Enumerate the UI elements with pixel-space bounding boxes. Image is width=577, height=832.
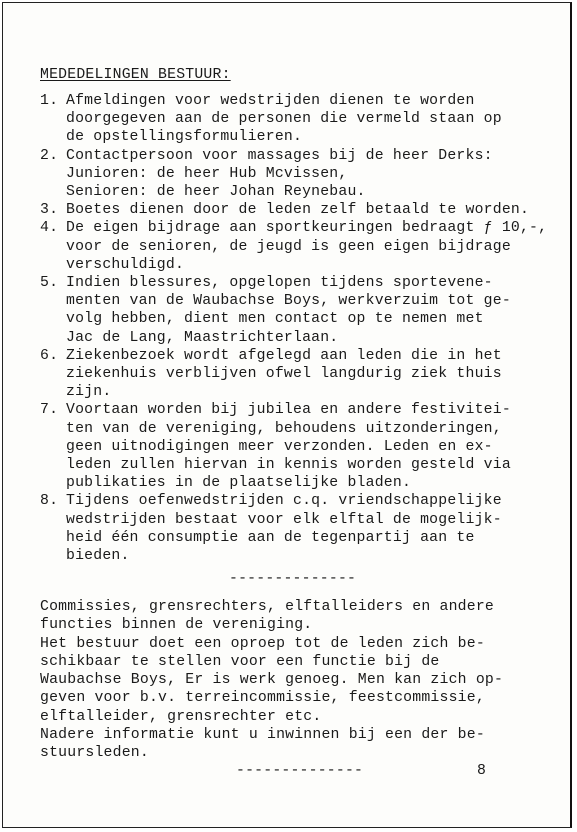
announcement-list [40,92,570,565]
list-item [40,201,570,219]
item-number: 2. [40,147,59,164]
item-text: Indien blessures, opgelopen tijdens sportevene- menten van de Waubachse Boys, werkverzuim tot ge- volg hebben, dient men contact op te nemen met Jac de Lang, Maastrichterlaan. [66,275,511,346]
list-item [40,347,570,402]
item-number: 1. [40,93,59,109]
committee-paragraph: Commissies, grensrechters, elftalleiders en andere functies binnen de vereniging. Het bestuur doet een oproep tot de leden zich be- schikbaar te stellen voor een functie bij de Waubachse Boys, Er is werk genoeg. Men kan zich op- geven voor b.v. terreincommissie, feestcommissie, elftalleider, grensrechter etc. Nadere informatie kunt u inwinnen bij een der be- stuursleden. [40,599,504,762]
item-text: Voortaan worden bij jubilea en andere festivitei- ten van de vereniging, behoudens uitzonderingen, geen uitnodigingen meer verzonden. Leden en ex- leden zullen hiervan in kennis worden gesteld via publikaties in de plaatselijke bladen. [66,402,511,492]
item-text: Contactpersoon voor massages bij de heer Derks: Junioren: de heer Hub Mcvissen, Senioren: de heer Johan Reynebau. [66,147,493,201]
item-number: 8. [40,493,59,510]
list-item [40,219,570,274]
item-number: 7. [40,402,59,419]
section-heading: MEDEDELINGEN BESTUUR: [40,67,231,83]
list-item [40,92,570,147]
item-number: 6. [40,347,59,364]
list-item [40,492,570,565]
section-divider: -------------- [229,571,357,587]
footer-divider: -------------- [236,763,364,779]
item-text: Boetes dienen door de leden zelf betaald te worden. [66,202,530,219]
list-item [40,147,570,202]
item-number: 3. [40,202,59,219]
item-text: Afmeldingen voor wedstrijden dienen te worden doorgegeven aan de personen die vermeld staan op de opstellingsformulieren. [66,93,502,146]
page-number: 8 [477,763,487,779]
item-text: Ziekenbezoek wordt afgelegd aan leden die in het ziekenhuis verblijven ofwel langdurig ziek thuis zijn. [66,347,502,401]
list-item [40,401,570,492]
item-number: 4. [40,220,59,237]
item-text: Tijdens oefenwedstrijden c.q. vriendschappelijke wedstrijden bestaat voor elk elftal de mogelijk- heid één consumptie aan de tegenpartij aan te bieden. [66,493,502,565]
item-text: De eigen bijdrage aan sportkeuringen bedraagt ƒ 10,-, voor de senioren, de jeugd is geen eigen bijdrage verschuldigd. [66,220,548,273]
list-item [40,274,570,347]
item-number: 5. [40,275,59,292]
